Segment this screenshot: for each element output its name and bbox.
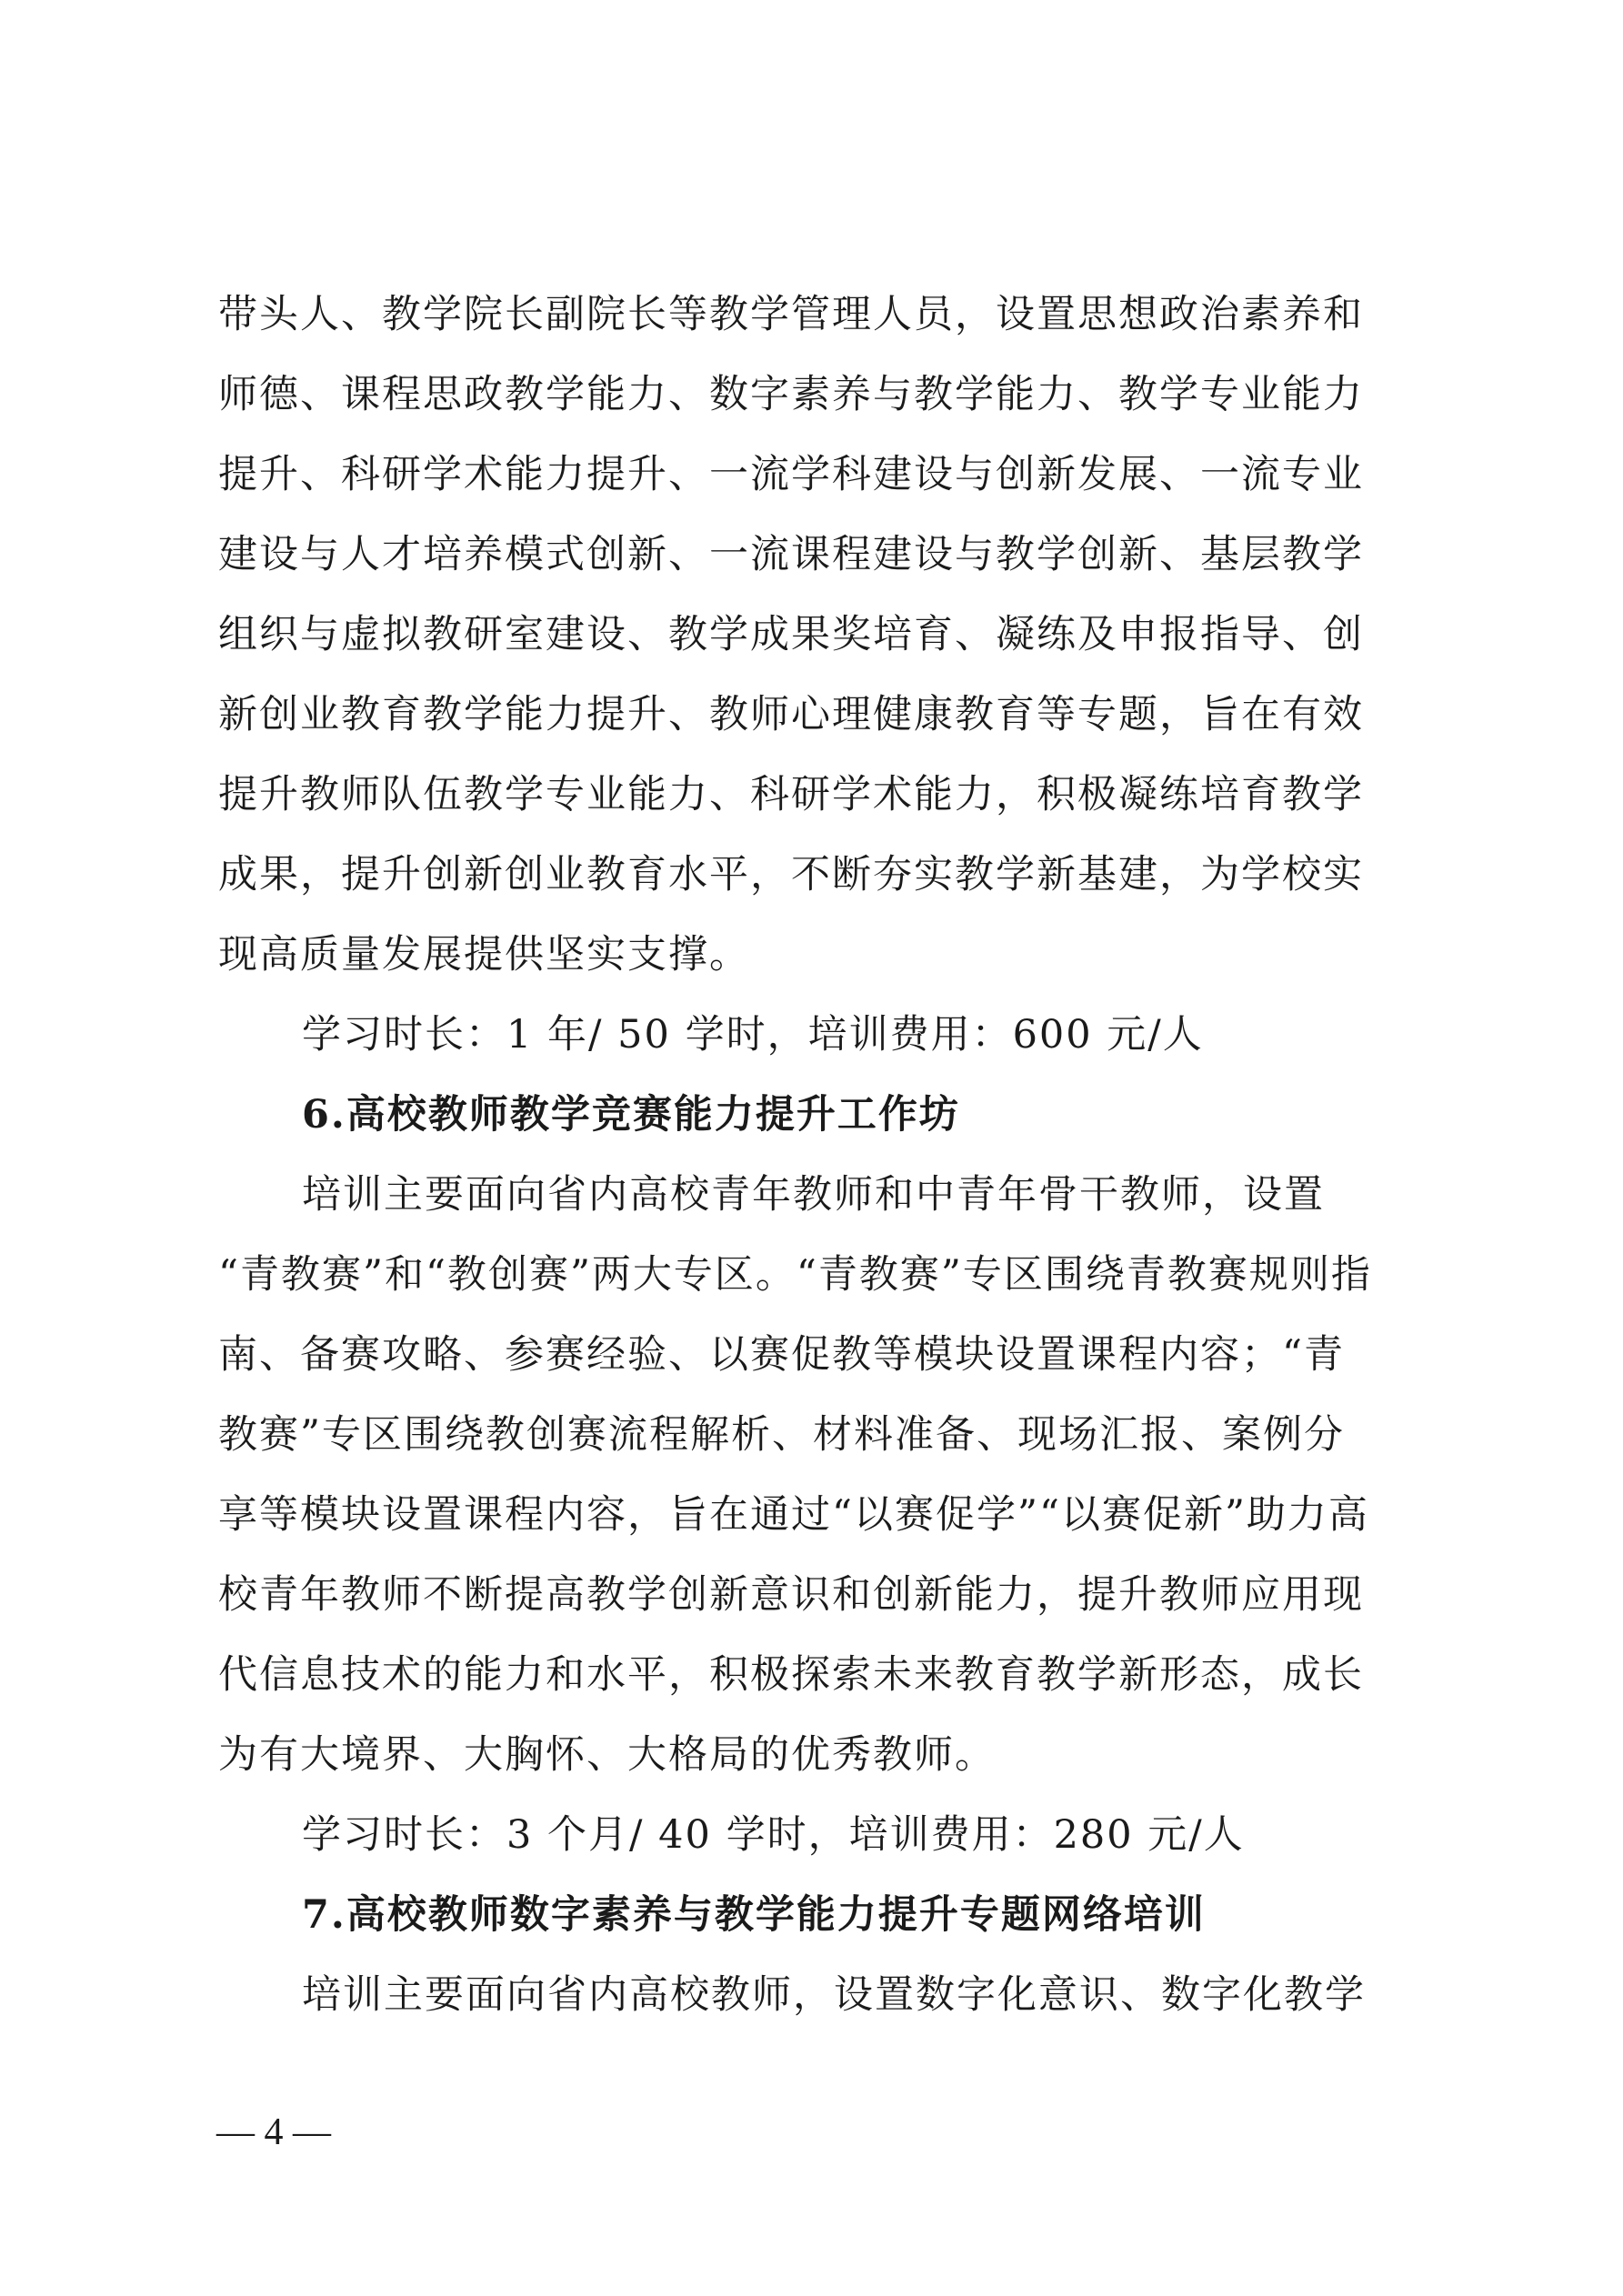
duration-fee-line: 学习时长：1 年/ 50 学时，培训费用：600 元/人 bbox=[302, 1012, 1204, 1058]
paragraph-line: 校青年教师不断提高教学创新意识和创新能力，提升教师应用现 bbox=[218, 1572, 1364, 1618]
paragraph-line: 南、备赛攻略、参赛经验、以赛促教等模块设置课程内容；“青 bbox=[218, 1332, 1345, 1378]
duration-fee-line: 学习时长：3 个月/ 40 学时，培训费用：280 元/人 bbox=[302, 1812, 1245, 1858]
page-number: — 4 — bbox=[216, 2111, 331, 2153]
paragraph-line: “青教赛”和“教创赛”两大专区。“青教赛”专区围绕青教赛规则指 bbox=[218, 1252, 1372, 1298]
paragraph-line: 成果，提升创新创业教育水平，不断夯实教学新基建，为学校实 bbox=[218, 852, 1364, 897]
paragraph-line: 新创业教育教学能力提升、教师心理健康教育等专题，旨在有效 bbox=[218, 692, 1364, 737]
paragraph-line: 提升、科研学术能力提升、一流学科建设与创新发展、一流专业 bbox=[218, 452, 1364, 497]
section-heading: 7.高校教师数字素养与教学能力提升专题网络培训 bbox=[302, 1892, 1206, 1938]
paragraph-line: 培训主要面向省内高校教师，设置数字化意识、数字化教学 bbox=[302, 1972, 1366, 2018]
paragraph-line: 为有大境界、大胸怀、大格局的优秀教师。 bbox=[218, 1732, 996, 1778]
paragraph-line: 师德、课程思政教学能力、数字素养与教学能力、教学专业能力 bbox=[218, 372, 1364, 417]
paragraph-line: 建设与人才培养模式创新、一流课程建设与教学创新、基层教学 bbox=[218, 532, 1364, 577]
paragraph-line: 带头人、教学院长副院长等教学管理人员，设置思想政治素养和 bbox=[218, 292, 1364, 337]
paragraph-line: 享等模块设置课程内容，旨在通过“以赛促学”“以赛促新”助力高 bbox=[218, 1492, 1369, 1538]
paragraph-line: 代信息技术的能力和水平，积极探索未来教育教学新形态，成长 bbox=[218, 1652, 1364, 1698]
paragraph-line: 提升教师队伍教学专业能力、科研学术能力，积极凝练培育教学 bbox=[218, 772, 1364, 817]
section-heading: 6.高校教师教学竞赛能力提升工作坊 bbox=[302, 1092, 960, 1138]
paragraph-line: 教赛”专区围绕教创赛流程解析、材料准备、现场汇报、案例分 bbox=[218, 1412, 1345, 1458]
paragraph-line: 组织与虚拟教研室建设、教学成果奖培育、凝练及申报指导、创 bbox=[218, 612, 1364, 657]
paragraph-line: 现高质量发展提供坚实支撑。 bbox=[218, 932, 750, 978]
paragraph-line: 培训主要面向省内高校青年教师和中青年骨干教师，设置 bbox=[302, 1172, 1325, 1218]
